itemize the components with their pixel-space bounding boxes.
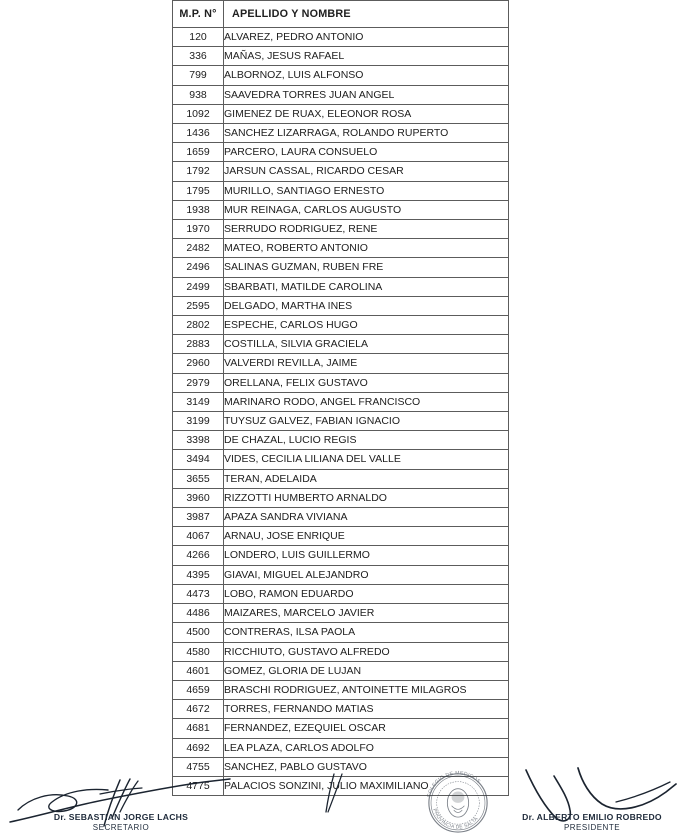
cell-apellido-nombre: MAÑAS, JESUS RAFAEL xyxy=(224,47,509,66)
members-table xyxy=(172,0,509,799)
table-row xyxy=(173,680,509,699)
cell-mp-number: 2499 xyxy=(173,277,224,296)
table-row xyxy=(173,373,509,392)
cell-apellido-nombre: MARINARO RODO, ANGEL FRANCISCO xyxy=(224,392,509,411)
table-row xyxy=(173,143,509,162)
cell-mp-number: 3960 xyxy=(173,488,224,507)
table-row xyxy=(173,104,509,123)
table-row xyxy=(173,258,509,277)
signatory-name-presidente: Dr. ALBERTO EMILIO ROBREDO xyxy=(522,812,662,822)
table-row xyxy=(173,565,509,584)
table-row xyxy=(173,604,509,623)
table-body xyxy=(173,28,509,799)
cell-apellido-nombre: RIZZOTTI HUMBERTO ARNALDO xyxy=(224,488,509,507)
cell-apellido-nombre: SANCHEZ LIZARRAGA, ROLANDO RUPERTO xyxy=(224,124,509,143)
table-row xyxy=(173,719,509,738)
cell-apellido-nombre: TUYSUZ GALVEZ, FABIAN IGNACIO xyxy=(224,412,509,431)
cell-apellido-nombre: FERNANDEZ, EZEQUIEL OSCAR xyxy=(224,719,509,738)
table-row xyxy=(173,412,509,431)
cell-apellido-nombre: GOMEZ, GLORIA DE LUJAN xyxy=(224,661,509,680)
cell-apellido-nombre: TERAN, ADELAIDA xyxy=(224,469,509,488)
cell-apellido-nombre: BRASCHI RODRIGUEZ, ANTOINETTE MILAGROS xyxy=(224,680,509,699)
cell-apellido-nombre: SALINAS GUZMAN, RUBEN FRE xyxy=(224,258,509,277)
table-row xyxy=(173,776,509,795)
cell-apellido-nombre: PALACIOS SONZINI, JULIO MAXIMILIANO xyxy=(224,776,509,795)
cell-apellido-nombre: COSTILLA, SILVIA GRACIELA xyxy=(224,335,509,354)
table-row xyxy=(173,66,509,85)
cell-mp-number: 4580 xyxy=(173,642,224,661)
cell-mp-number: 1970 xyxy=(173,220,224,239)
cell-apellido-nombre: ESPECHE, CARLOS HUGO xyxy=(224,316,509,335)
cell-mp-number: 3199 xyxy=(173,412,224,431)
cell-mp-number: 4395 xyxy=(173,565,224,584)
cell-mp-number: 1938 xyxy=(173,200,224,219)
cell-mp-number: 4775 xyxy=(173,776,224,795)
table-row xyxy=(173,450,509,469)
cell-mp-number: 799 xyxy=(173,66,224,85)
cell-mp-number: 1792 xyxy=(173,162,224,181)
table-row xyxy=(173,296,509,315)
cell-apellido-nombre: MUR REINAGA, CARLOS AUGUSTO xyxy=(224,200,509,219)
cell-mp-number: 4692 xyxy=(173,738,224,757)
column-header-mp: M.P. N° xyxy=(173,1,224,28)
cell-mp-number: 3987 xyxy=(173,508,224,527)
cell-mp-number: 4659 xyxy=(173,680,224,699)
cell-mp-number: 4672 xyxy=(173,700,224,719)
cell-mp-number: 3494 xyxy=(173,450,224,469)
stamp-text-outer-right: PROVINCIA DE SALTA xyxy=(431,808,480,831)
cell-apellido-nombre: GIAVAI, MIGUEL ALEJANDRO xyxy=(224,565,509,584)
cell-apellido-nombre: MATEO, ROBERTO ANTONIO xyxy=(224,239,509,258)
cell-mp-number: 4473 xyxy=(173,584,224,603)
stamp-text-outer-left: COLEGIO DE MEDICOS xyxy=(426,770,482,799)
table-row xyxy=(173,47,509,66)
table-row xyxy=(173,239,509,258)
cell-apellido-nombre: LOBO, RAMON EDUARDO xyxy=(224,584,509,603)
cell-apellido-nombre: SANCHEZ, PABLO GUSTAVO xyxy=(224,757,509,776)
table-row xyxy=(173,738,509,757)
table-row xyxy=(173,469,509,488)
table-row xyxy=(173,124,509,143)
table-row xyxy=(173,431,509,450)
table-row xyxy=(173,181,509,200)
table-row xyxy=(173,85,509,104)
cell-apellido-nombre: ALVAREZ, PEDRO ANTONIO xyxy=(224,28,509,47)
signature-block-presidente xyxy=(492,812,692,832)
table-row xyxy=(173,508,509,527)
cell-apellido-nombre: ALBORNOZ, LUIS ALFONSO xyxy=(224,66,509,85)
cell-mp-number: 2979 xyxy=(173,373,224,392)
cell-mp-number: 4500 xyxy=(173,623,224,642)
cell-apellido-nombre: LONDERO, LUIS GUILLERMO xyxy=(224,546,509,565)
table-row xyxy=(173,623,509,642)
cell-mp-number: 2496 xyxy=(173,258,224,277)
cell-mp-number: 1092 xyxy=(173,104,224,123)
table-row xyxy=(173,488,509,507)
column-header-nombre: APELLIDO Y NOMBRE xyxy=(224,1,509,28)
cell-mp-number: 3398 xyxy=(173,431,224,450)
cell-mp-number: 4486 xyxy=(173,604,224,623)
table-row xyxy=(173,642,509,661)
cell-mp-number: 4067 xyxy=(173,527,224,546)
table-row xyxy=(173,220,509,239)
table-row xyxy=(173,546,509,565)
cell-apellido-nombre: RICCHIUTO, GUSTAVO ALFREDO xyxy=(224,642,509,661)
cell-apellido-nombre: CONTRERAS, ILSA PAOLA xyxy=(224,623,509,642)
signatory-role-secretario: SECRETARIO xyxy=(92,823,150,832)
cell-apellido-nombre: ORELLANA, FELIX GUSTAVO xyxy=(224,373,509,392)
cell-mp-number: 2482 xyxy=(173,239,224,258)
cell-apellido-nombre: ARNAU, JOSE ENRIQUE xyxy=(224,527,509,546)
cell-mp-number: 120 xyxy=(173,28,224,47)
cell-apellido-nombre: MAIZARES, MARCELO JAVIER xyxy=(224,604,509,623)
table-header xyxy=(173,1,509,28)
cell-apellido-nombre: LEA PLAZA, CARLOS ADOLFO xyxy=(224,738,509,757)
cell-apellido-nombre: VIDES, CECILIA LILIANA DEL VALLE xyxy=(224,450,509,469)
table-row xyxy=(173,28,509,47)
cell-mp-number: 938 xyxy=(173,85,224,104)
svg-text:PROVINCIA DE SALTA xyxy=(431,808,480,830)
cell-mp-number: 1436 xyxy=(173,124,224,143)
cell-mp-number: 336 xyxy=(173,47,224,66)
cell-apellido-nombre: APAZA SANDRA VIVIANA xyxy=(224,508,509,527)
cell-mp-number: 1795 xyxy=(173,181,224,200)
cell-apellido-nombre: VALVERDI REVILLA, JAIME xyxy=(224,354,509,373)
cell-mp-number: 2960 xyxy=(173,354,224,373)
table-row xyxy=(173,661,509,680)
cell-mp-number: 2802 xyxy=(173,316,224,335)
table-row xyxy=(173,162,509,181)
signatory-name-secretario: Dr. SEBASTIAN JORGE LACHS xyxy=(53,812,189,822)
table-row xyxy=(173,757,509,776)
cell-apellido-nombre: SBARBATI, MATILDE CAROLINA xyxy=(224,277,509,296)
cell-mp-number: 4681 xyxy=(173,719,224,738)
cell-mp-number: 4601 xyxy=(173,661,224,680)
cell-apellido-nombre: SERRUDO RODRIGUEZ, RENE xyxy=(224,220,509,239)
table-row xyxy=(173,392,509,411)
cell-apellido-nombre: TORRES, FERNANDO MATIAS xyxy=(224,700,509,719)
signatory-role-presidente: PRESIDENTE xyxy=(563,823,621,832)
table-row xyxy=(173,527,509,546)
table-row xyxy=(173,354,509,373)
cell-apellido-nombre: GIMENEZ DE RUAX, ELEONOR ROSA xyxy=(224,104,509,123)
cell-mp-number: 4266 xyxy=(173,546,224,565)
table-row xyxy=(173,200,509,219)
table-row xyxy=(173,277,509,296)
cell-apellido-nombre: JARSUN CASSAL, RICARDO CESAR xyxy=(224,162,509,181)
cell-mp-number: 3149 xyxy=(173,392,224,411)
cell-apellido-nombre: DELGADO, MARTHA INES xyxy=(224,296,509,315)
cell-apellido-nombre: PARCERO, LAURA CONSUELO xyxy=(224,143,509,162)
table-row xyxy=(173,700,509,719)
cell-mp-number: 3655 xyxy=(173,469,224,488)
signature-block-secretario xyxy=(12,812,230,832)
cell-apellido-nombre: MURILLO, SANTIAGO ERNESTO xyxy=(224,181,509,200)
table-row xyxy=(173,316,509,335)
cell-apellido-nombre: DE CHAZAL, LUCIO REGIS xyxy=(224,431,509,450)
table-header-row xyxy=(173,1,509,28)
cell-apellido-nombre: SAAVEDRA TORRES JUAN ANGEL xyxy=(224,85,509,104)
cell-mp-number: 2595 xyxy=(173,296,224,315)
cell-mp-number: 1659 xyxy=(173,143,224,162)
table-row xyxy=(173,584,509,603)
table-row xyxy=(173,335,509,354)
cell-mp-number: 2883 xyxy=(173,335,224,354)
cell-mp-number: 4755 xyxy=(173,757,224,776)
